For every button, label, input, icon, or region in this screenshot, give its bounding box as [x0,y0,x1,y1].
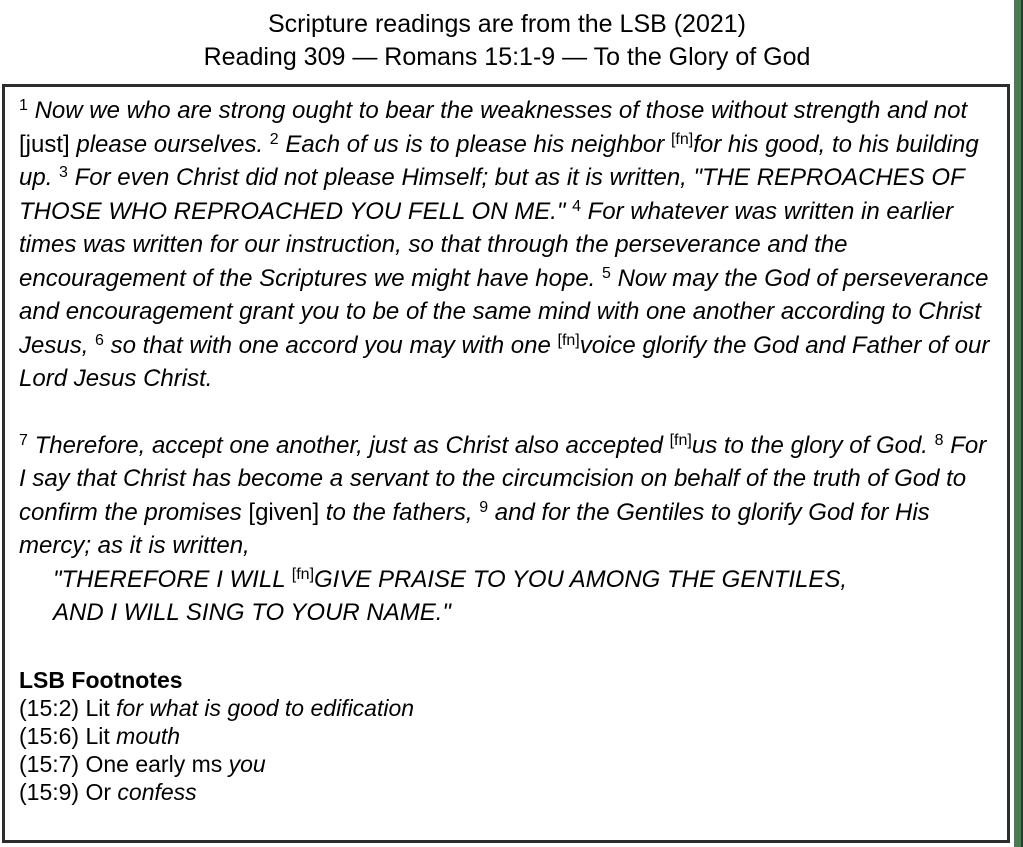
verse-number: 7 [19,431,28,449]
footnote-marker: [fn] [669,431,692,449]
footnote-item [19,778,999,806]
text-segment: [given] [248,498,320,526]
text-segment: Therefore, accept one another, just as Christ also accepted [27,431,670,459]
footnote-item [19,750,999,778]
verse-number: 5 [602,264,611,282]
footnote-item [19,722,999,750]
verse-number: 2 [269,130,279,148]
text-segment: so that with one accord you may with one [103,331,558,359]
text-segment: For even Christ did not please Himself; but as it is written, "THE REPROACHES OF THOSE WHO REPROACHED YOU FELL ON ME." [19,164,965,225]
footnote-item [19,694,999,722]
text-segment: mouth [116,722,181,749]
header-source-line: Scripture readings are from the LSB (2021) [267,10,746,38]
text-segment: for what is good to edification [116,694,415,721]
verse-number: 6 [95,331,104,349]
text-segment: GIVE PRAISE TO YOU AMONG THE GENTILES, [314,565,848,593]
footnotes-list [19,694,999,806]
text-segment: AND I WILL SING TO YOUR NAME." [53,599,451,626]
text-segment: please ourselves. [69,130,270,158]
text-segment: Each of us is to please his neighbor [278,130,671,158]
text-segment: us to the glory of God. [691,431,935,459]
footnote-marker: [fn] [557,331,580,349]
footnote-marker: [fn] [670,130,694,148]
text-segment: (15:7) One early ms [19,750,229,777]
text-segment: Now we who are strong ought to bear the weaknesses of those without strength and not [27,97,968,124]
header-reading-line: Reading 309 — Romans 15:1-9 — To the Glory of God [203,43,811,71]
scripture-box [2,84,1010,843]
footnotes-section [5,630,1007,806]
right-edge-accent-strip [1014,0,1023,847]
text-segment: voice glorify the God and Father of our Lord Jesus Christ. [19,331,990,392]
verse-number: 3 [59,164,68,181]
scripture-paragraph [53,563,999,630]
verse-number: 1 [19,97,28,114]
text-segment: to the fathers, [319,498,480,526]
text-segment: (15:2) Lit [19,694,117,721]
text-segment: For whatever was written in earlier times was written for our instruction, so that through the perseverance and the encouragement of the Scriptures we might have hope. [19,197,954,292]
verse-number: 4 [572,197,581,215]
verse-number: 8 [934,431,944,449]
text-segment: (15:9) Or [19,778,118,805]
text-segment: (15:6) Lit [19,722,117,749]
verse-number: 9 [479,498,489,516]
page-header [0,8,1014,74]
text-segment: Now may the God of perseverance and encouragement grant you to be of the same mind with one another according to Christ Jesus, [19,264,989,359]
text-segment: For I say that Christ has become a servant to the circumcision on behalf of the truth of God to confirm the promises [19,431,987,526]
footnote-marker: [fn] [291,565,315,583]
scripture-paragraph [19,429,999,563]
text-segment: confess [117,778,197,805]
text-segment: you [228,750,266,777]
scripture-text [5,87,1007,630]
text-segment: and for the Gentiles to glorify God for His mercy; as it is written, [19,498,930,559]
text-segment: [just] [19,130,70,158]
text-segment: for his good, to his building up. [19,130,979,191]
scripture-paragraph [19,94,999,396]
text-segment: "THEREFORE I WILL [53,565,292,593]
footnotes-title: LSB Footnotes [19,666,183,693]
